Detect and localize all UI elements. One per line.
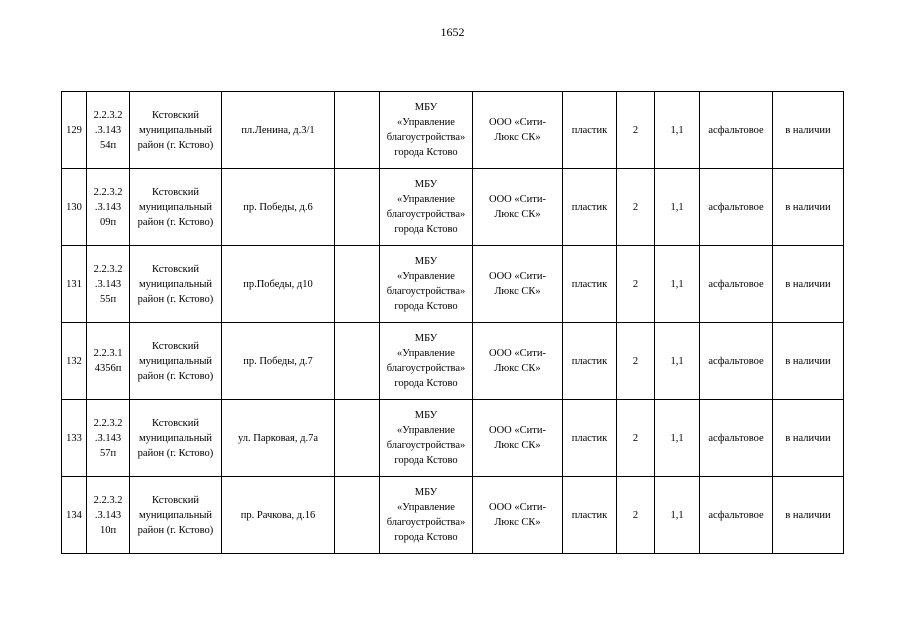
container-code-line: .3.143 [94, 509, 122, 521]
table-row [62, 246, 844, 323]
volume-cell: 1,1 [655, 400, 700, 477]
district-line: муниципальный [138, 355, 213, 367]
surface-cell: асфальтовое [700, 246, 773, 323]
district-cell [130, 323, 222, 400]
operator-cell [473, 400, 563, 477]
availability-cell: в наличии [773, 323, 844, 400]
volume-cell: 1,1 [655, 477, 700, 554]
owner-line: «Управление [397, 271, 455, 282]
coordinates-cell [335, 477, 380, 554]
container-count-cell: 2 [617, 169, 655, 246]
owner-line: города Кстово [394, 455, 458, 466]
volume-cell: 1,1 [655, 169, 700, 246]
operator-line: Люкс СК» [494, 209, 541, 220]
container-code-cell [87, 323, 130, 400]
district-line: муниципальный [138, 201, 213, 213]
container-code-line: .3.143 [94, 432, 122, 444]
owner-line: МБУ [414, 256, 438, 267]
operator-line: Люкс СК» [494, 440, 541, 451]
volume-cell: 1,1 [655, 92, 700, 169]
container-count-cell: 2 [617, 323, 655, 400]
owner-line: благоустройства» [386, 517, 466, 528]
owner-line: благоустройства» [386, 132, 466, 143]
operator-line: ООО «Сити- [489, 348, 546, 359]
availability-cell: в наличии [773, 169, 844, 246]
operator-line: Люкс СК» [494, 286, 541, 297]
surface-cell: асфальтовое [700, 400, 773, 477]
owner-line: благоустройства» [386, 209, 466, 220]
owner-line: МБУ [414, 487, 438, 498]
coordinates-cell [335, 246, 380, 323]
surface-cell: асфальтовое [700, 169, 773, 246]
owner-cell [380, 400, 473, 477]
operator-line: ООО «Сити- [489, 502, 546, 513]
district-cell [130, 169, 222, 246]
container-count-cell: 2 [617, 246, 655, 323]
district-line: муниципальный [138, 278, 213, 290]
registry-table [61, 91, 844, 554]
volume-cell: 1,1 [655, 323, 700, 400]
operator-line: ООО «Сити- [489, 271, 546, 282]
container-code-line: .3.143 [94, 124, 122, 136]
container-code-line: 2.2.3.2 [93, 494, 123, 506]
operator-line: Люкс СК» [494, 517, 541, 528]
owner-line: «Управление [397, 502, 455, 513]
container-code-line: 2.2.3.1 [93, 348, 123, 359]
owner-line: города Кстово [394, 224, 458, 235]
container-code-line: 09п [99, 216, 117, 228]
coordinates-cell [335, 323, 380, 400]
operator-cell [473, 477, 563, 554]
district-cell [130, 400, 222, 477]
district-line: район (г. Кстово) [137, 293, 214, 305]
owner-line: города Кстово [394, 378, 458, 389]
owner-line: благоустройства» [386, 286, 466, 297]
container-count-cell: 2 [617, 477, 655, 554]
row-number-cell: 134 [62, 477, 87, 554]
operator-cell [473, 246, 563, 323]
material-cell: пластик [563, 246, 617, 323]
table-row [62, 323, 844, 400]
table-row [62, 169, 844, 246]
owner-line: города Кстово [394, 147, 458, 158]
owner-cell [380, 92, 473, 169]
container-code-cell [87, 400, 130, 477]
container-code-cell [87, 92, 130, 169]
volume-cell: 1,1 [655, 246, 700, 323]
container-code-cell [87, 169, 130, 246]
availability-cell: в наличии [773, 92, 844, 169]
surface-cell: асфальтовое [700, 92, 773, 169]
container-code-cell [87, 477, 130, 554]
owner-cell [380, 323, 473, 400]
owner-line: благоустройства» [386, 363, 466, 374]
operator-line: ООО «Сити- [489, 194, 546, 205]
operator-cell [473, 323, 563, 400]
container-code-line: 2.2.3.2 [93, 186, 123, 198]
address-cell: пр. Победы, д.6 [222, 169, 335, 246]
owner-line: МБУ [414, 179, 438, 190]
district-line: муниципальный [138, 509, 213, 521]
district-line: Кстовский [152, 263, 199, 275]
district-line: муниципальный [138, 432, 213, 444]
district-line: Кстовский [152, 109, 199, 121]
district-cell [130, 477, 222, 554]
address-cell: пр. Победы, д.7 [222, 323, 335, 400]
material-cell: пластик [563, 323, 617, 400]
owner-line: МБУ [414, 102, 438, 113]
district-cell [130, 246, 222, 323]
container-code-line: 2.2.3.2 [93, 417, 123, 429]
table-row [62, 92, 844, 169]
operator-cell [473, 92, 563, 169]
owner-line: «Управление [397, 194, 455, 205]
container-code-line: 57п [99, 447, 117, 459]
container-code-line: .3.143 [94, 278, 122, 290]
container-code-cell [87, 246, 130, 323]
operator-cell [473, 169, 563, 246]
table-row [62, 477, 844, 554]
district-line: район (г. Кстово) [137, 524, 214, 536]
owner-line: благоустройства» [386, 440, 466, 451]
address-cell: пр. Рачкова, д.16 [222, 477, 335, 554]
district-line: муниципальный [138, 124, 213, 136]
availability-cell: в наличии [773, 246, 844, 323]
owner-cell [380, 477, 473, 554]
container-count-cell: 2 [617, 400, 655, 477]
district-line: Кстовский [152, 417, 199, 429]
row-number-cell: 131 [62, 246, 87, 323]
surface-cell: асфальтовое [700, 323, 773, 400]
container-count-cell: 2 [617, 92, 655, 169]
container-code-line: 54п [99, 139, 117, 151]
coordinates-cell [335, 92, 380, 169]
district-line: Кстовский [152, 186, 199, 198]
district-line: Кстовский [152, 494, 199, 506]
availability-cell: в наличии [773, 477, 844, 554]
surface-cell: асфальтовое [700, 477, 773, 554]
row-number-cell: 133 [62, 400, 87, 477]
registry-body [62, 92, 844, 554]
row-number-cell: 132 [62, 323, 87, 400]
address-cell: пр.Победы, д10 [222, 246, 335, 323]
availability-cell: в наличии [773, 400, 844, 477]
owner-line: «Управление [397, 117, 455, 128]
operator-line: ООО «Сити- [489, 117, 546, 128]
owner-line: МБУ [414, 410, 438, 421]
district-line: район (г. Кстово) [137, 447, 214, 459]
district-line: район (г. Кстово) [137, 216, 214, 228]
district-line: Кстовский [152, 340, 199, 352]
material-cell: пластик [563, 92, 617, 169]
operator-line: ООО «Сити- [489, 425, 546, 436]
address-cell: пл.Ленина, д.3/1 [222, 92, 335, 169]
table-row [62, 400, 844, 477]
owner-line: города Кстово [394, 301, 458, 312]
material-cell: пластик [563, 477, 617, 554]
container-code-line: 10п [99, 524, 117, 536]
district-cell [130, 92, 222, 169]
row-number-cell: 129 [62, 92, 87, 169]
owner-line: «Управление [397, 425, 455, 436]
coordinates-cell [335, 169, 380, 246]
owner-line: «Управление [397, 348, 455, 359]
container-code-line: .3.143 [94, 201, 122, 213]
operator-line: Люкс СК» [494, 132, 541, 143]
material-cell: пластик [563, 400, 617, 477]
owner-cell [380, 169, 473, 246]
material-cell: пластик [563, 169, 617, 246]
owner-line: МБУ [414, 333, 438, 344]
operator-line: Люкс СК» [494, 363, 541, 374]
container-code-line: 2.2.3.2 [93, 109, 123, 121]
container-code-line: 4356п [94, 363, 122, 374]
address-cell: ул. Парковая, д.7а [222, 400, 335, 477]
owner-line: города Кстово [394, 532, 458, 543]
district-line: район (г. Кстово) [137, 139, 214, 151]
district-line: район (г. Кстово) [137, 370, 214, 382]
container-code-line: 2.2.3.2 [93, 263, 123, 275]
coordinates-cell [335, 400, 380, 477]
owner-cell [380, 246, 473, 323]
page-number: 1652 [440, 25, 465, 39]
container-code-line: 55п [99, 293, 117, 305]
row-number-cell: 130 [62, 169, 87, 246]
